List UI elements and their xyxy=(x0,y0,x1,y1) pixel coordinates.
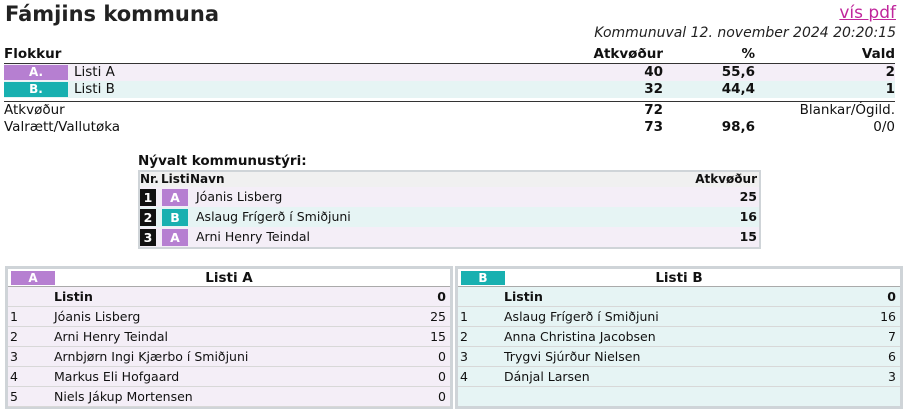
list-a-badge: A xyxy=(11,271,55,285)
party-pct: 44,4 xyxy=(721,81,755,97)
listin-value: 0 xyxy=(887,289,896,304)
results-table xyxy=(4,46,895,136)
candidate-votes: 0 xyxy=(438,349,446,364)
party-votes: 32 xyxy=(644,81,663,97)
council-row xyxy=(140,207,759,227)
header-name: Navn xyxy=(190,172,225,186)
election-subtitle: Kommunuval 12. november 2024 20:20:15 xyxy=(594,25,896,41)
header-nr: Nr. xyxy=(140,172,159,186)
council-votes: 25 xyxy=(739,189,757,204)
list-a-listin-row xyxy=(8,287,450,307)
header-votes: Atkvøður xyxy=(593,46,663,62)
header-votes: Atkvøður xyxy=(695,172,757,186)
candidate-name: Arni Henry Teindal xyxy=(54,329,169,344)
candidate-name: Anna Christina Jacobsen xyxy=(504,329,656,344)
candidate-nr: 2 xyxy=(460,329,468,344)
candidate-name: Niels Jákup Mortensen xyxy=(54,389,193,404)
council-name: Aslaug Frígerð í Smiðjuni xyxy=(196,209,351,224)
candidate-row xyxy=(8,307,450,327)
party-votes: 40 xyxy=(644,64,663,80)
listin-label: Listin xyxy=(504,289,543,304)
party-badge-a: A. xyxy=(4,65,68,80)
candidate-row xyxy=(8,327,450,347)
turnout-pct: 98,6 xyxy=(721,119,755,135)
votes-total-label: Atkvøður xyxy=(4,102,65,118)
council-nr: 1 xyxy=(140,189,156,206)
council-votes: 16 xyxy=(739,209,757,224)
candidate-row xyxy=(458,327,900,347)
list-a-panel xyxy=(5,266,453,409)
result-row-listi-a xyxy=(4,64,895,81)
elected-council xyxy=(138,153,761,249)
header-party: Flokkur xyxy=(4,46,62,62)
candidate-votes: 3 xyxy=(888,369,896,384)
council-table xyxy=(138,170,761,249)
candidate-nr: 1 xyxy=(460,309,468,324)
candidate-row xyxy=(8,387,450,407)
candidate-name: Dánjal Larsen xyxy=(504,369,590,384)
list-a-header xyxy=(8,269,450,287)
turnout-label: Valrætt/Vallutøka xyxy=(4,119,121,135)
candidate-nr: 1 xyxy=(10,309,18,324)
candidate-votes: 25 xyxy=(430,309,446,324)
council-nr: 2 xyxy=(140,209,156,226)
candidate-nr: 3 xyxy=(460,349,468,364)
candidate-votes: 0 xyxy=(438,369,446,384)
candidate-nr: 2 xyxy=(10,329,18,344)
candidate-name: Markus Eli Hofgaard xyxy=(54,369,180,384)
page-title: Fámjins kommuna xyxy=(5,2,219,26)
candidate-votes: 6 xyxy=(888,349,896,364)
candidate-votes: 0 xyxy=(438,389,446,404)
turnout-row xyxy=(4,119,895,136)
council-row xyxy=(140,227,759,247)
listin-value: 0 xyxy=(437,289,446,304)
blank-label: Blankar/Ógild. xyxy=(799,102,895,118)
council-name: Arni Henry Teindal xyxy=(196,229,311,244)
candidate-votes: 7 xyxy=(888,329,896,344)
header-seats: Vald xyxy=(861,46,895,62)
candidate-name: Jóanis Lisberg xyxy=(54,309,141,324)
votes-total-row xyxy=(4,102,895,119)
candidate-row xyxy=(8,347,450,367)
council-list-badge: A xyxy=(162,189,188,206)
results-header xyxy=(4,46,895,64)
party-name: Listi B xyxy=(74,81,115,97)
candidate-nr: 5 xyxy=(10,389,18,404)
council-list-badge: A xyxy=(162,229,188,246)
candidate-votes: 15 xyxy=(430,329,446,344)
votes-total-value: 72 xyxy=(644,102,663,118)
party-badge-b: B. xyxy=(4,82,68,97)
listin-label: Listin xyxy=(54,289,93,304)
candidate-nr: 4 xyxy=(10,369,18,384)
turnout-value: 73 xyxy=(644,119,663,135)
list-b-header xyxy=(458,269,900,287)
result-row-listi-b xyxy=(4,81,895,98)
party-seats: 1 xyxy=(885,81,895,97)
council-name: Jóanis Lisberg xyxy=(196,189,283,204)
council-title: Nývalt kommunustýri: xyxy=(138,153,307,169)
candidate-row xyxy=(8,367,450,387)
header-pct: % xyxy=(741,46,755,62)
candidate-name: Arnbjørn Ingi Kjærbo í Smiðjuni xyxy=(54,349,249,364)
party-seats: 2 xyxy=(885,64,895,80)
candidate-nr: 4 xyxy=(460,369,468,384)
council-votes: 15 xyxy=(739,229,757,244)
blank-value: 0/0 xyxy=(873,119,895,135)
candidate-row xyxy=(458,347,900,367)
council-row xyxy=(140,187,759,207)
council-nr: 3 xyxy=(140,229,156,246)
list-b-panel xyxy=(455,266,903,409)
candidate-votes: 16 xyxy=(880,309,896,324)
list-b-listin-row xyxy=(458,287,900,307)
party-pct: 55,6 xyxy=(721,64,755,80)
council-header xyxy=(140,172,759,187)
candidate-nr: 3 xyxy=(10,349,18,364)
list-b-title: Listi B xyxy=(655,270,703,286)
party-name: Listi A xyxy=(74,64,115,80)
pdf-link[interactable]: vís pdf xyxy=(839,3,896,23)
candidate-name: Trygvi Sjúrður Nielsen xyxy=(504,349,641,364)
candidate-name: Aslaug Frígerð í Smiðjuni xyxy=(504,309,659,324)
council-list-badge: B xyxy=(162,209,188,226)
list-a-title: Listi A xyxy=(205,270,253,286)
candidate-row xyxy=(458,307,900,327)
candidate-row xyxy=(458,367,900,387)
list-b-badge: B xyxy=(461,271,505,285)
header-list: Listi xyxy=(161,172,190,186)
